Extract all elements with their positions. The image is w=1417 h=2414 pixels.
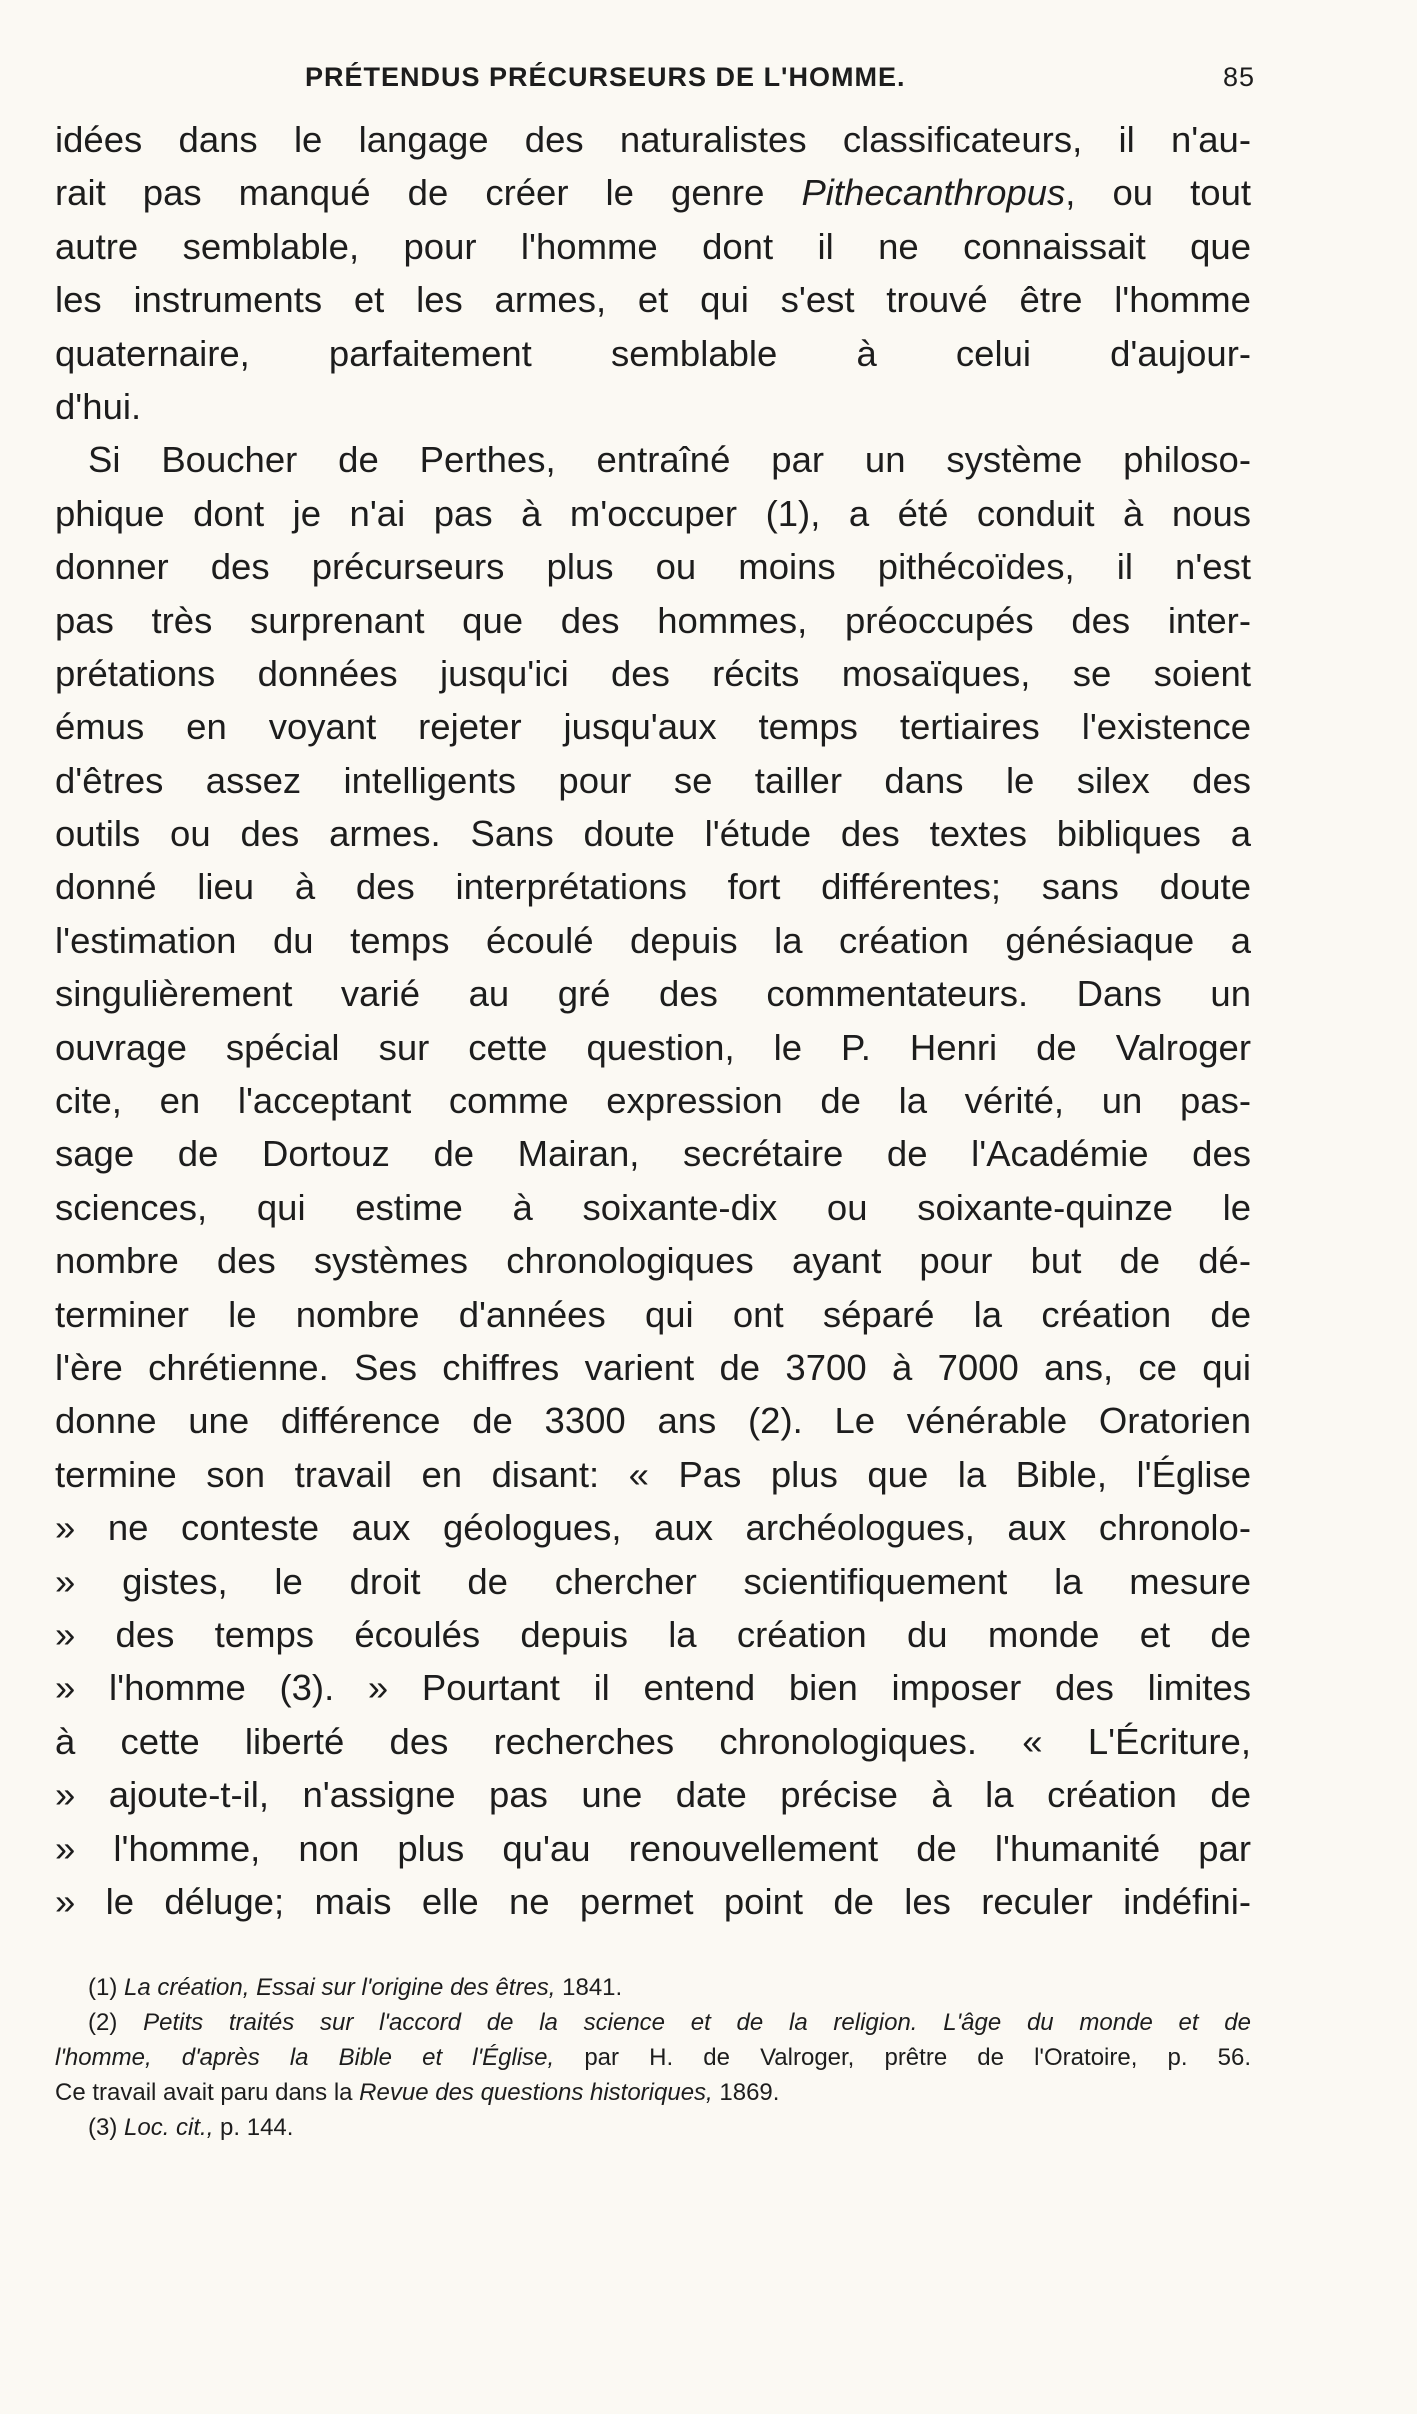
footnote-italic: Revue des questions historiques, bbox=[359, 2079, 713, 2106]
footnotes bbox=[55, 1970, 1251, 2145]
footnote-2 bbox=[55, 2005, 1251, 2040]
text-line: ouvrage spécial sur cette question, le P. Henri de Valroger bbox=[55, 1026, 1251, 1068]
text-line: d'hui. bbox=[55, 385, 142, 427]
text-line: terminer le nombre d'années qui ont séparé la création de bbox=[55, 1293, 1251, 1335]
text-line: singulièrement varié au gré des commentateurs. Dans un bbox=[55, 973, 1251, 1015]
text-line: à cette liberté des recherches chronologiques. « L'Écriture, bbox=[55, 1720, 1251, 1762]
footnote-italic: Loc. cit., bbox=[124, 2114, 214, 2141]
footnote-number: (1) bbox=[88, 1974, 124, 2001]
text-line: outils ou des armes. Sans doute l'étude des textes bibliques a bbox=[55, 813, 1251, 855]
footnote-number: (3) bbox=[88, 2114, 124, 2141]
text-line: sciences, qui estime à soixante-dix ou soixante-quinze le bbox=[55, 1186, 1251, 1228]
text-line: nombre des systèmes chronologiques ayant pour but de dé- bbox=[55, 1240, 1251, 1282]
text-line: l'ère chrétienne. Ses chiffres varient de 3700 à 7000 ans, ce qui bbox=[55, 1346, 1251, 1388]
footnote-2-cont bbox=[55, 2040, 1251, 2075]
text-line: cite, en l'acceptant comme expression de la vérité, un pas- bbox=[55, 1080, 1251, 1122]
text-line: les instruments et les armes, et qui s'est trouvé être l'homme bbox=[55, 279, 1251, 321]
footnote-text: Ce travail avait paru dans la bbox=[55, 2079, 360, 2106]
text-line: » l'homme (3). » Pourtant il entend bien imposer des limites bbox=[55, 1667, 1251, 1709]
text-line: » ne conteste aux géologues, aux archéologues, aux chronolo- bbox=[55, 1507, 1251, 1549]
text-line: » le déluge; mais elle ne permet point de les reculer indéfini- bbox=[55, 1880, 1251, 1922]
text-line: quaternaire, parfaitement semblable à celui d'aujour- bbox=[55, 332, 1251, 374]
text-line: donne une différence de 3300 ans (2). Le vénérable Oratorien bbox=[55, 1400, 1251, 1442]
main-text bbox=[55, 113, 1251, 1928]
footnote-3 bbox=[55, 2110, 1251, 2145]
footnote-text: par H. de Valroger, prêtre de l'Oratoire, p. 56. bbox=[554, 2044, 1251, 2071]
italic-genus-name: Pithecanthropus bbox=[801, 172, 1066, 214]
footnote-italic: l'homme, d'après la Bible et l'Église, bbox=[55, 2044, 555, 2071]
text-line bbox=[55, 166, 1251, 219]
text-line: » ajoute-t-il, n'assigne pas une date précise à la création de bbox=[55, 1774, 1251, 1816]
footnote-1 bbox=[55, 1970, 1251, 2005]
text-line: termine son travail en disant: « Pas plus que la Bible, l'Église bbox=[55, 1453, 1251, 1495]
footnote-text: 1841. bbox=[555, 1974, 623, 2001]
text-line: donner des précurseurs plus ou moins pithécoïdes, il n'est bbox=[55, 546, 1251, 588]
text-line: l'estimation du temps écoulé depuis la création génésiaque a bbox=[55, 919, 1251, 961]
text-line: sage de Dortouz de Mairan, secrétaire de l'Académie des bbox=[55, 1133, 1251, 1175]
page-number: 85 bbox=[1222, 62, 1255, 92]
text-line: d'êtres assez intelligents pour se tailler dans le silex des bbox=[55, 759, 1251, 801]
text-line: » des temps écoulés depuis la création du monde et de bbox=[55, 1613, 1251, 1655]
footnote-number: (2) bbox=[88, 2009, 144, 2036]
text-line: idées dans le langage des naturalistes classificateurs, il n'au- bbox=[55, 119, 1251, 160]
footnote-2-cont bbox=[55, 2075, 1251, 2110]
text-line: donné lieu à des interprétations fort différentes; sans doute bbox=[55, 866, 1251, 908]
text-line: pas très surprenant que des hommes, préoccupés des inter- bbox=[55, 599, 1251, 641]
footnote-text: 1869. bbox=[712, 2079, 780, 2106]
text-line: Si Boucher de Perthes, entraîné par un système philoso- bbox=[88, 439, 1251, 481]
footnote-italic: Petits traités sur l'accord de la science et de la religion. L'âge du monde et de bbox=[143, 2009, 1251, 2036]
text-line: autre semblable, pour l'homme dont il ne connaissait que bbox=[55, 225, 1251, 267]
text-line: » l'homme, non plus qu'au renouvellement de l'humanité par bbox=[55, 1827, 1251, 1869]
text-run: , ou tout bbox=[1065, 172, 1251, 214]
footnote-italic: La création, Essai sur l'origine des êtres, bbox=[124, 1974, 556, 2001]
text-line: » gistes, le droit de chercher scientifiquement la mesure bbox=[55, 1560, 1251, 1602]
text-line: émus en voyant rejeter jusqu'aux temps tertiaires l'existence bbox=[55, 706, 1251, 748]
text-line: prétations données jusqu'ici des récits mosaïques, se soient bbox=[55, 652, 1251, 694]
text-run: rait pas manqué de créer le genre bbox=[55, 172, 802, 214]
text-line: phique dont je n'ai pas à m'occuper (1), a été conduit à nous bbox=[55, 492, 1251, 534]
footnote-text: p. 144. bbox=[213, 2114, 294, 2141]
running-title: PRÉTENDUS PRÉCURSEURS DE L'HOMME. bbox=[305, 62, 906, 92]
